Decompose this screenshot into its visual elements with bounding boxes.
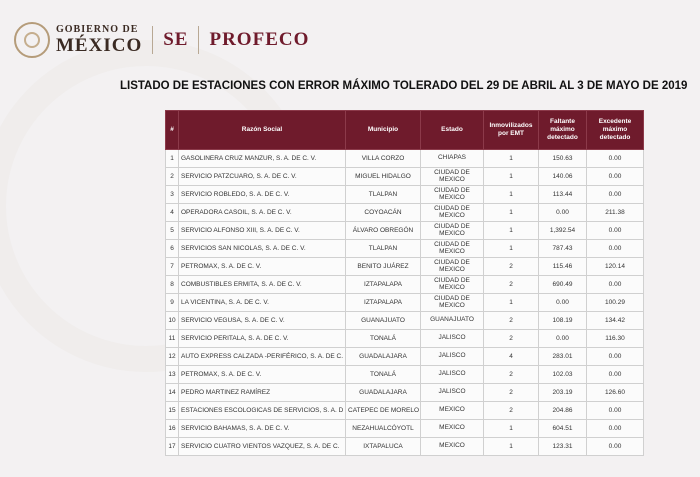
faltante-cell: 150.63 (539, 150, 587, 168)
faltante-cell: 113.44 (539, 186, 587, 204)
inmovilizados-cell: 4 (484, 348, 539, 366)
inmovilizados-cell: 1 (484, 420, 539, 438)
inmovilizados-cell: 1 (484, 240, 539, 258)
row-number: 9 (166, 294, 179, 312)
faltante-cell: 102.03 (539, 366, 587, 384)
inmovilizados-cell: 2 (484, 366, 539, 384)
table-row (166, 186, 644, 204)
estado-cell: CIUDAD DE MEXICO (421, 240, 484, 258)
estado-cell: CIUDAD DE MEXICO (421, 276, 484, 294)
inmovilizados-cell: 1 (484, 168, 539, 186)
razon-social-cell: SERVICIO PERITALA, S. A. DE C. V. (179, 330, 346, 348)
gobierno-label: GOBIERNO DE (56, 24, 139, 35)
table-row (166, 294, 644, 312)
excedente-cell: 120.14 (587, 258, 644, 276)
col-header-municipio: Municipio (346, 111, 421, 150)
row-number: 7 (166, 258, 179, 276)
razon-social-cell: SERVICIO ROBLEDO, S. A. DE C. V. (179, 186, 346, 204)
gobierno-de-mexico-logo (56, 25, 142, 55)
inmovilizados-cell: 1 (484, 186, 539, 204)
row-number: 12 (166, 348, 179, 366)
row-number: 14 (166, 384, 179, 402)
estado-cell: CIUDAD DE MEXICO (421, 294, 484, 312)
table-row (166, 204, 644, 222)
row-number: 13 (166, 366, 179, 384)
document-title: LISTADO DE ESTACIONES CON ERROR MÁXIMO TOLERADO DEL 29 DE ABRIL AL 3 DE MAYO DE 2019 (120, 80, 688, 92)
municipio-cell: GUANAJUATO (346, 312, 421, 330)
profeco-logo-text: PROFECO (209, 29, 310, 50)
table-header-row (166, 111, 644, 150)
faltante-cell: 283.01 (539, 348, 587, 366)
col-header-faltante: Faltante máximo detectado (539, 111, 587, 150)
row-number: 10 (166, 312, 179, 330)
table-row (166, 240, 644, 258)
table-row (166, 168, 644, 186)
inmovilizados-cell: 1 (484, 222, 539, 240)
table-row (166, 312, 644, 330)
estado-cell: CIUDAD DE MEXICO (421, 168, 484, 186)
table-body (166, 150, 644, 456)
faltante-cell: 1,392.54 (539, 222, 587, 240)
inmovilizados-cell: 1 (484, 150, 539, 168)
municipio-cell: GUADALAJARA (346, 384, 421, 402)
razon-social-cell: PEDRO MARTINEZ RAMÍREZ (179, 384, 346, 402)
excedente-cell: 0.00 (587, 186, 644, 204)
logo-divider-2 (198, 26, 199, 54)
municipio-cell: TONALÁ (346, 330, 421, 348)
razon-social-cell: PETROMAX, S. A. DE C. V. (179, 366, 346, 384)
row-number: 2 (166, 168, 179, 186)
excedente-cell: 100.29 (587, 294, 644, 312)
municipio-cell: IXTAPALUCA (346, 438, 421, 456)
municipio-cell: VILLA CORZO (346, 150, 421, 168)
razon-social-cell: AUTO EXPRESS CALZADA -PERIFÉRICO, S. A. DE C. (179, 348, 346, 366)
estado-cell: JALISCO (421, 366, 484, 384)
municipio-cell: TONALÁ (346, 366, 421, 384)
inmovilizados-cell: 2 (484, 276, 539, 294)
razon-social-cell: PETROMAX, S. A. DE C. V. (179, 258, 346, 276)
excedente-cell: 0.00 (587, 168, 644, 186)
col-header-razon-social: Razón Social (179, 111, 346, 150)
razon-social-cell: SERVICIO VEGUSA, S. A. DE C. V. (179, 312, 346, 330)
estado-cell: CIUDAD DE MEXICO (421, 222, 484, 240)
table-row (166, 420, 644, 438)
estado-cell: MEXICO (421, 438, 484, 456)
faltante-cell: 0.00 (539, 294, 587, 312)
row-number: 4 (166, 204, 179, 222)
municipio-cell: GUADALAJARA (346, 348, 421, 366)
excedente-cell: 211.38 (587, 204, 644, 222)
table-row (166, 384, 644, 402)
table-row (166, 402, 644, 420)
table-row (166, 276, 644, 294)
excedente-cell: 0.00 (587, 276, 644, 294)
inmovilizados-cell: 1 (484, 294, 539, 312)
municipio-cell: MIGUEL HIDALGO (346, 168, 421, 186)
excedente-cell: 0.00 (587, 240, 644, 258)
municipio-cell: COYOACÁN (346, 204, 421, 222)
faltante-cell: 203.19 (539, 384, 587, 402)
faltante-cell: 108.19 (539, 312, 587, 330)
municipio-cell: BENITO JUÁREZ (346, 258, 421, 276)
excedente-cell: 126.60 (587, 384, 644, 402)
estado-cell: JALISCO (421, 348, 484, 366)
razon-social-cell: SERVICIO PATZCUARO, S. A. DE C. V. (179, 168, 346, 186)
excedente-cell: 0.00 (587, 366, 644, 384)
inmovilizados-cell: 2 (484, 330, 539, 348)
municipio-cell: IZTAPALAPA (346, 276, 421, 294)
razon-social-cell: OPERADORA CASOIL, S. A. DE C. V. (179, 204, 346, 222)
row-number: 11 (166, 330, 179, 348)
municipio-cell: TLALPAN (346, 240, 421, 258)
estado-cell: CIUDAD DE MEXICO (421, 204, 484, 222)
row-number: 16 (166, 420, 179, 438)
razon-social-cell: ESTACIONES ESCOLOGICAS DE SERVICIOS, S. A. D (179, 402, 346, 420)
razon-social-cell: COMBUSTIBLES ERMITA, S. A. DE C. V. (179, 276, 346, 294)
excedente-cell: 134.42 (587, 312, 644, 330)
excedente-cell: 0.00 (587, 420, 644, 438)
row-number: 3 (166, 186, 179, 204)
faltante-cell: 115.46 (539, 258, 587, 276)
faltante-cell: 140.06 (539, 168, 587, 186)
razon-social-cell: SERVICIOS SAN NICOLAS, S. A. DE C. V. (179, 240, 346, 258)
municipio-cell: ÁLVARO OBREGÓN (346, 222, 421, 240)
table-header (166, 111, 644, 150)
faltante-cell: 0.00 (539, 330, 587, 348)
estado-cell: JALISCO (421, 330, 484, 348)
inmovilizados-cell: 1 (484, 204, 539, 222)
estado-cell: MEXICO (421, 402, 484, 420)
table-row (166, 150, 644, 168)
estado-cell: CIUDAD DE MEXICO (421, 186, 484, 204)
header-logos (14, 20, 309, 60)
razon-social-cell: SERVICIO CUATRO VIENTOS VAZQUEZ, S. A. DE C. (179, 438, 346, 456)
se-logo-text: SE (163, 29, 189, 50)
logo-divider (152, 26, 153, 54)
table-row (166, 330, 644, 348)
mexico-seal-icon (14, 22, 50, 58)
razon-social-cell: GASOLINERA CRUZ MANZUR, S. A. DE C. V. (179, 150, 346, 168)
inmovilizados-cell: 2 (484, 258, 539, 276)
col-header-excedente: Excedente máximo detectado (587, 111, 644, 150)
row-number: 5 (166, 222, 179, 240)
municipio-cell: NEZAHUALCÓYOTL (346, 420, 421, 438)
estado-cell: CHIAPAS (421, 150, 484, 168)
col-header-estado: Estado (421, 111, 484, 150)
razon-social-cell: SERVICIO BAHAMAS, S. A. DE C. V. (179, 420, 346, 438)
faltante-cell: 204.86 (539, 402, 587, 420)
faltante-cell: 787.43 (539, 240, 587, 258)
estado-cell: JALISCO (421, 384, 484, 402)
excedente-cell: 0.00 (587, 222, 644, 240)
excedente-cell: 0.00 (587, 402, 644, 420)
row-number: 6 (166, 240, 179, 258)
col-header-inmovilizados: Inmovilizados por EMT (484, 111, 539, 150)
estado-cell: MEXICO (421, 420, 484, 438)
col-header-number: # (166, 111, 179, 150)
inmovilizados-cell: 1 (484, 438, 539, 456)
stations-table (165, 110, 644, 456)
table-row (166, 258, 644, 276)
table-row (166, 348, 644, 366)
razon-social-cell: SERVICIO ALFONSO XIII, S. A. DE C. V. (179, 222, 346, 240)
excedente-cell: 116.30 (587, 330, 644, 348)
inmovilizados-cell: 2 (484, 312, 539, 330)
mexico-label: MÉXICO (56, 35, 143, 56)
excedente-cell: 0.00 (587, 438, 644, 456)
faltante-cell: 0.00 (539, 204, 587, 222)
municipio-cell: TLALPAN (346, 186, 421, 204)
estado-cell: GUANAJUATO (421, 312, 484, 330)
inmovilizados-cell: 2 (484, 402, 539, 420)
municipio-cell: CATEPEC DE MORELO (346, 402, 421, 420)
row-number: 1 (166, 150, 179, 168)
table-row (166, 222, 644, 240)
faltante-cell: 690.49 (539, 276, 587, 294)
row-number: 8 (166, 276, 179, 294)
municipio-cell: IZTAPALAPA (346, 294, 421, 312)
table-row (166, 438, 644, 456)
estado-cell: CIUDAD DE MEXICO (421, 258, 484, 276)
table-row (166, 366, 644, 384)
excedente-cell: 0.00 (587, 150, 644, 168)
razon-social-cell: LA VICENTINA, S. A. DE C. V. (179, 294, 346, 312)
faltante-cell: 123.31 (539, 438, 587, 456)
faltante-cell: 604.51 (539, 420, 587, 438)
excedente-cell: 0.00 (587, 348, 644, 366)
row-number: 17 (166, 438, 179, 456)
inmovilizados-cell: 2 (484, 384, 539, 402)
row-number: 15 (166, 402, 179, 420)
